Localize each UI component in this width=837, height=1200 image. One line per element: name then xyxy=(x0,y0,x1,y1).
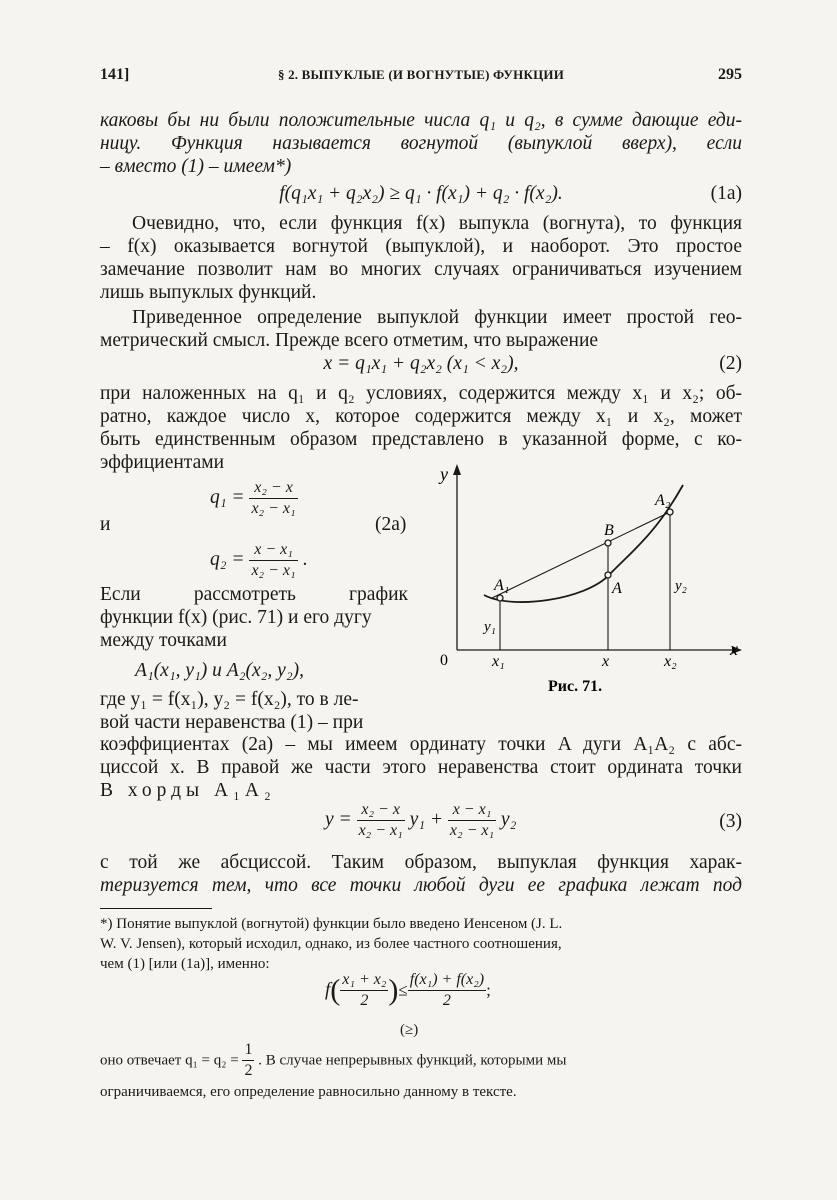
ineq-denominator: 2 xyxy=(360,992,369,1009)
label-y2: y₂ xyxy=(675,578,687,594)
text-line: функции f(x) (рис. 71) и его дугу xyxy=(100,607,372,628)
q2-lhs: q₂ = xyxy=(210,548,245,570)
label-x: x xyxy=(602,653,610,670)
paren-open: ( xyxy=(330,973,341,1007)
text-line: с той же абсциссой. Таким образом, выпуклая функция харак- xyxy=(100,852,742,873)
half-fraction xyxy=(242,1040,254,1081)
text-line: Приведенное определение выпуклой функции имеет простой гео- xyxy=(132,307,742,328)
text-line: вой части неравенства (1) – при xyxy=(100,712,364,733)
label-x2: x₂ xyxy=(664,653,677,670)
text-line: коэффициентах (2a) – мы имеем ординату точки A дуги A₁A₂ с абс- xyxy=(100,734,742,755)
text-line: метрический смысл. Прежде всего отметим, что выражение xyxy=(100,330,599,351)
jensen-inequality xyxy=(325,970,545,1020)
point-A1 xyxy=(497,595,503,601)
text-line: Очевидно, что, если функция f(x) выпукла (вогнута), то функция xyxy=(132,213,742,234)
eq3-denominator-1: x₂ − x₁ xyxy=(358,822,403,839)
page-number: 295 xyxy=(718,66,742,83)
label-B: B xyxy=(604,522,614,539)
label-x-axis: x xyxy=(730,639,738,659)
equation-number: (2a) xyxy=(375,514,407,535)
equation-body xyxy=(325,800,516,841)
label-y-axis: y xyxy=(440,464,448,484)
eq3-fraction-1 xyxy=(357,800,405,841)
text-line: B хорды A₁A₂ xyxy=(100,780,276,801)
paren-close: ) xyxy=(388,973,399,1007)
q2-fraction xyxy=(249,540,297,581)
ineq-rhs-denominator: 2 xyxy=(442,992,451,1009)
label-A1: A₁ xyxy=(494,577,510,594)
text-line: ницу. Функция называется вогнутой (выпуклой вверх), если xyxy=(100,133,742,154)
ineq-numerator: x₁ + x₂ xyxy=(340,970,388,991)
equation-body: x = q₁x₁ + q₂x₂ (x₁ < x₂), xyxy=(323,353,519,374)
label-x1: x₁ xyxy=(492,653,505,670)
y-axis-arrow xyxy=(453,464,461,475)
text-line: эффициентами xyxy=(100,452,224,473)
ineq-alternative: (≥) xyxy=(400,1022,419,1038)
equation-3 xyxy=(100,800,742,844)
half-denominator: 2 xyxy=(244,1062,253,1079)
ineq-rhs-fraction xyxy=(408,970,486,1011)
footnote-line xyxy=(100,1040,742,1080)
equation-number: (3) xyxy=(719,811,742,832)
text-line: Если рассмотреть график xyxy=(100,584,408,605)
function-curve xyxy=(484,485,683,602)
text-line: каковы бы ни были положительные числа q₁ и q₂, в сумме дающие еди- xyxy=(100,110,742,131)
footnote-line: чем (1) [или (1a)], именно: xyxy=(100,956,270,972)
and-word: и xyxy=(100,514,111,535)
text-line: лишь выпуклых функций. xyxy=(100,282,317,303)
footnote-line: W. V. Jensen), который исходил, однако, из более частного соотношения, xyxy=(100,936,562,952)
q2-tail: . xyxy=(302,548,308,570)
text-line: замечание позволит нам во многих случаях ограничиваться изучением xyxy=(100,259,742,280)
label-A2: A₂ xyxy=(655,492,671,509)
point-A2 xyxy=(667,509,673,515)
ineq-relation: ≤ xyxy=(398,980,408,1000)
running-header xyxy=(100,66,742,88)
eq3-mid: y₁ + xyxy=(409,808,444,830)
label-A: A xyxy=(612,580,622,597)
points-line: A₁(x₁, y₁) и A₂(x₂, y₂), xyxy=(135,660,304,681)
q1-numerator: x₂ − x xyxy=(249,478,297,499)
label-origin: 0 xyxy=(440,652,448,669)
text-line: теризуется тем, что все точки любой дуги ее графика лежат под xyxy=(100,875,742,896)
footnote-pre: оно отвечает q₁ = q₂ = xyxy=(100,1052,239,1069)
ineq-tail: ; xyxy=(486,980,491,1000)
text-line: ратно, каждое число x, которое содержится между x₁ и x₂, может xyxy=(100,406,742,427)
equation-number: (1a) xyxy=(710,183,742,204)
q1-denominator: x₂ − x₁ xyxy=(251,500,296,517)
footnote-post: . В случае непрерывных функций, которыми мы xyxy=(258,1052,567,1069)
eq3-numerator-2: x − x₁ xyxy=(448,800,496,821)
ineq-lhs-fraction xyxy=(340,970,388,1011)
footnote-line: ограничиваемся, его определение равносильно данному в тексте. xyxy=(100,1084,517,1100)
chord-A1A2 xyxy=(492,512,670,598)
point-B xyxy=(605,540,611,546)
figure-71 xyxy=(420,455,750,700)
eq3-tail: y₂ xyxy=(500,808,517,830)
ineq-rhs-numerator: f(x₁) + f(x₂) xyxy=(408,970,486,991)
footnote-rule xyxy=(100,908,212,909)
footnote-line: *) Понятие выпуклой (вогнутой) функции было введено Иенсеном (J. L. xyxy=(100,916,563,932)
q1-lhs: q₁ = xyxy=(210,486,245,508)
q2-denominator: x₂ − x₁ xyxy=(251,562,296,579)
label-y1: y₁ xyxy=(484,619,496,635)
text-line: между точками xyxy=(100,630,227,651)
text-line: быть единственным образом представлено в указанной форме, с ко- xyxy=(100,429,742,450)
equation-body: f(q₁x₁ + q₂x₂) ≥ q₁ · f(x₁) + q₂ · f(x₂). xyxy=(279,183,563,204)
page-ref: 141] xyxy=(100,66,130,83)
text-line: – f(x) оказывается вогнутой (выпуклой), и наоборот. Это простое xyxy=(100,236,742,257)
ineq-f: f xyxy=(325,979,331,1001)
q2-numerator: x − x₁ xyxy=(249,540,297,561)
eq3-numerator-1: x₂ − x xyxy=(357,800,405,821)
q2-formula xyxy=(210,540,410,581)
text-line: циссой x. В правой же части этого неравенства стоит ордината точки xyxy=(100,757,742,778)
equation-number: (2) xyxy=(719,353,742,374)
eq3-denominator-2: x₂ − x₁ xyxy=(449,822,495,839)
text-line: при наложенных на q₁ и q₂ условиях, содержится между x₁ и x₂; об- xyxy=(100,383,742,404)
eq3-fraction-2 xyxy=(448,800,496,841)
half-numerator: 1 xyxy=(242,1040,254,1061)
section-title: § 2. ВЫПУКЛЫЕ (И ВОГНУТЫЕ) ФУНКЦИИ xyxy=(277,67,565,82)
figure-caption: Рис. 71. xyxy=(548,678,603,695)
eq3-lhs: y = xyxy=(325,808,352,830)
and-row xyxy=(100,513,410,536)
text-line: – вместо (1) – имеем*) xyxy=(100,156,292,177)
text-line: где y₁ = f(x₁), y₂ = f(x₂), то в ле- xyxy=(100,689,359,710)
point-A xyxy=(605,572,611,578)
